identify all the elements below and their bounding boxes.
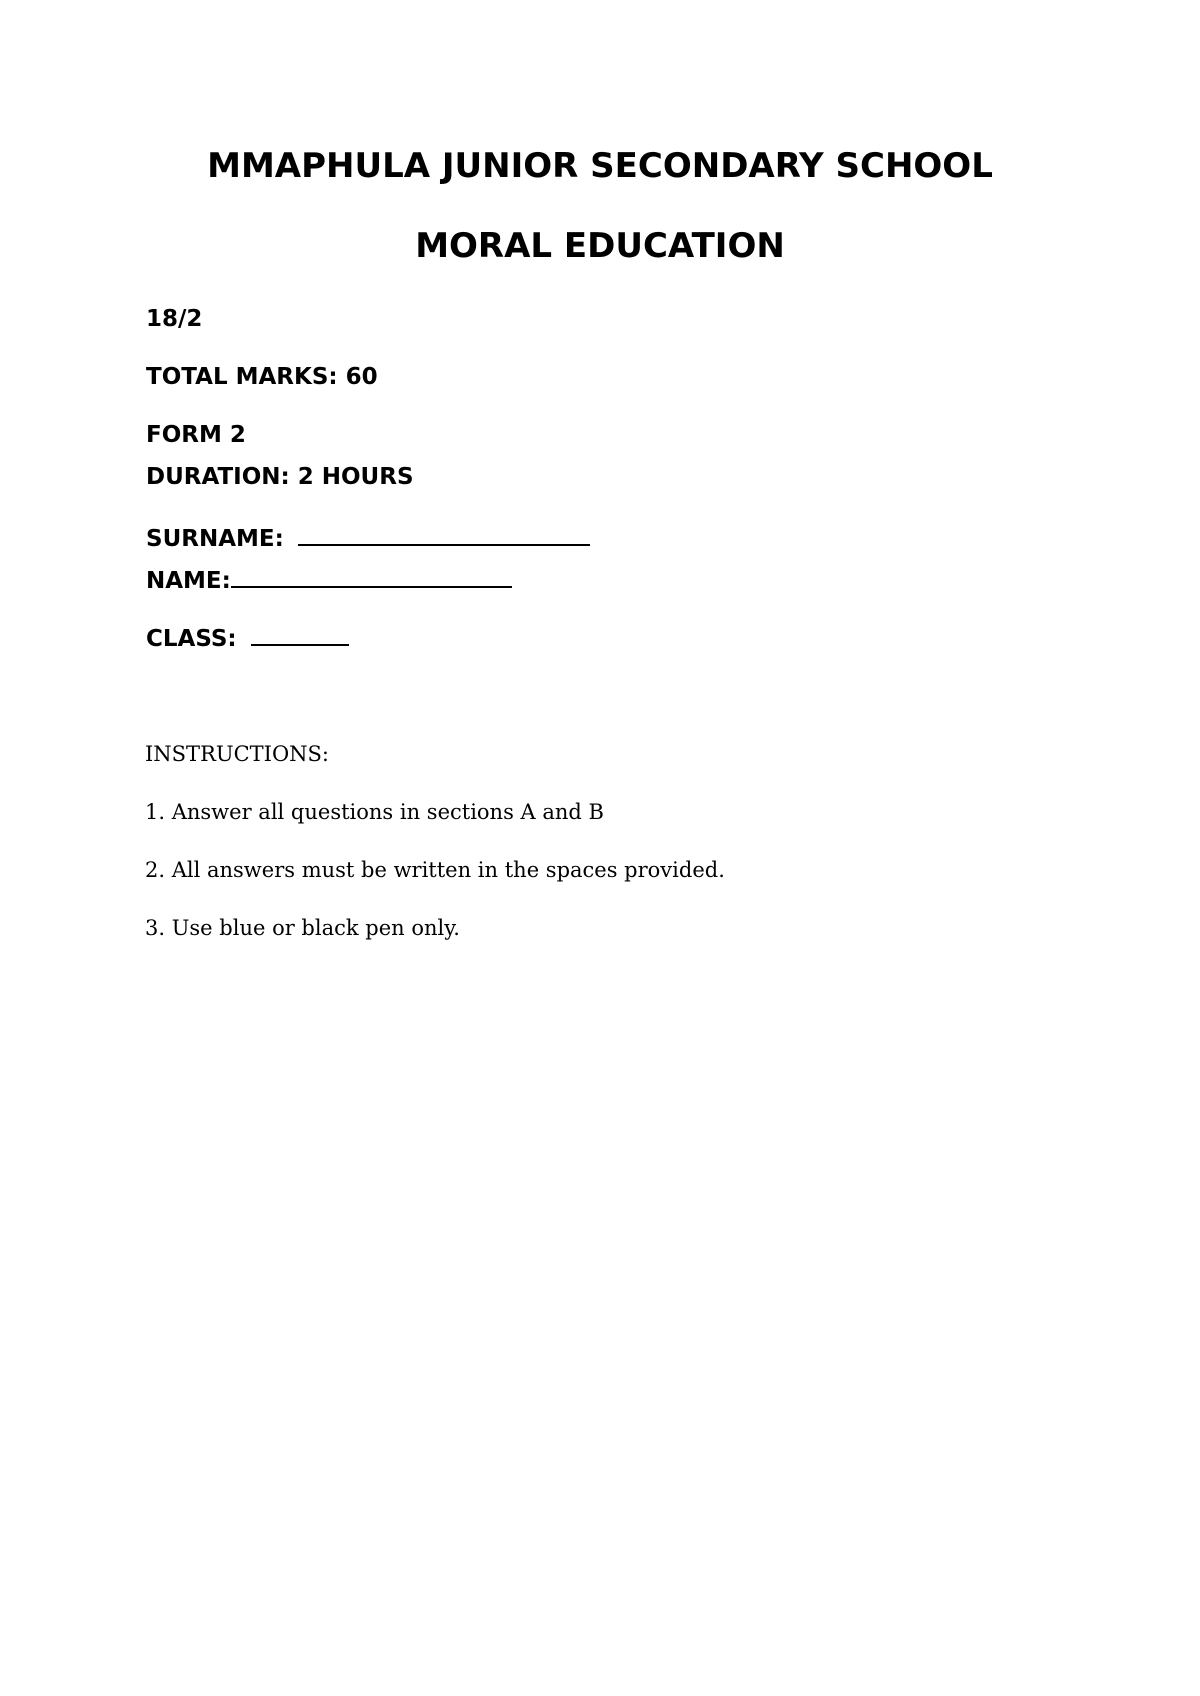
class-label: CLASS:: [146, 626, 237, 652]
school-name-heading: MMAPHULA JUNIOR SECONDARY SCHOOL: [207, 146, 993, 186]
name-blank[interactable]: [231, 564, 512, 588]
surname-label: SURNAME:: [146, 526, 284, 552]
surname-field[interactable]: [146, 522, 590, 552]
paper-code: 18/2: [146, 306, 203, 332]
instruction-item: 3. Use blue or black pen only.: [145, 916, 460, 940]
class-field[interactable]: [146, 622, 349, 652]
name-label: NAME:: [146, 568, 231, 594]
duration: DURATION: 2 HOURS: [146, 464, 414, 490]
instruction-item: 2. All answers must be written in the spaces provided.: [145, 858, 725, 882]
instruction-item: 1. Answer all questions in sections A and B: [145, 800, 604, 824]
form-level: FORM 2: [146, 422, 246, 448]
total-marks: TOTAL MARKS: 60: [146, 364, 378, 390]
name-field[interactable]: [146, 564, 512, 594]
surname-blank[interactable]: [298, 522, 590, 546]
subject-heading: MORAL EDUCATION: [415, 226, 785, 266]
instructions-heading: INSTRUCTIONS:: [145, 742, 329, 766]
class-blank[interactable]: [251, 622, 349, 646]
